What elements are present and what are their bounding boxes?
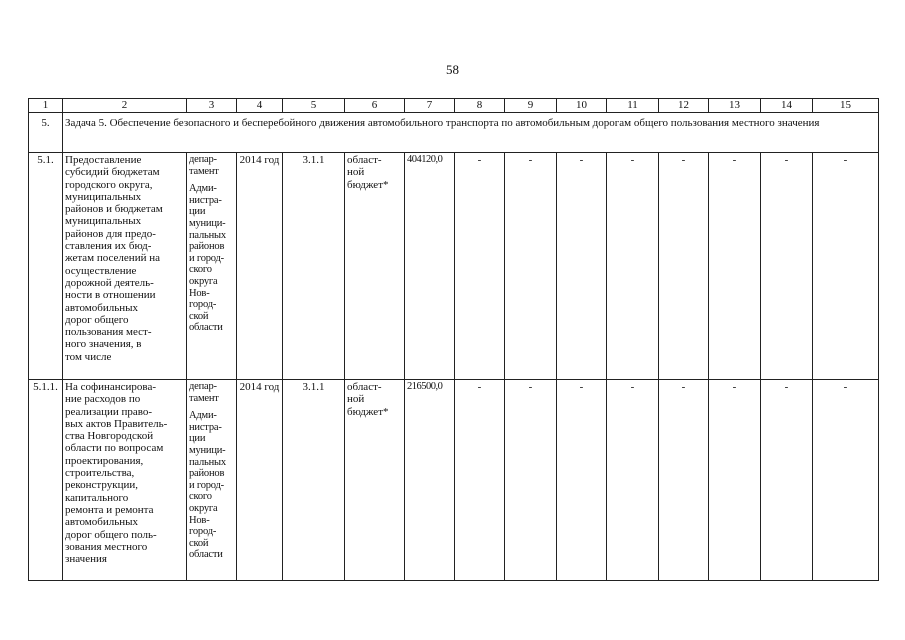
row-number: 5.1. — [29, 153, 63, 380]
column-header: 6 — [345, 99, 405, 113]
text-line: муниципальных — [65, 190, 142, 203]
row-number: 5.1.1. — [29, 380, 63, 581]
text-line: ции — [189, 433, 206, 445]
text-line: Адми- — [189, 183, 217, 195]
text-line: На софинансирова- — [65, 381, 156, 393]
text-line: городского округа, — [65, 178, 153, 191]
column-header: 11 — [607, 99, 659, 113]
text-line: реализации право- — [65, 405, 153, 418]
empty-value: - — [505, 153, 557, 380]
text-line: автомобильных — [65, 301, 138, 314]
text-line: районов — [189, 468, 225, 480]
text-line: ной — [347, 166, 365, 179]
text-line: нистра- — [189, 194, 222, 206]
text-line: значения — [65, 553, 107, 566]
text-line: ставления их бюд- — [65, 240, 152, 253]
empty-value: - — [709, 153, 761, 380]
text-line: строительства, — [65, 467, 135, 480]
text-line: муниципальных — [65, 215, 142, 228]
text-line: капитального — [65, 491, 129, 504]
task-text: Задача 5. Обеспечение безопасного и бесперебойного движения автомобильного транспорта по автомобильным дорогам общего пользования местного значения — [63, 113, 879, 153]
empty-value: - — [813, 153, 879, 380]
empty-value: - — [557, 153, 607, 380]
empty-value: - — [761, 153, 813, 380]
column-number-row — [29, 99, 879, 113]
executor-department — [189, 381, 234, 404]
text-line: зования местного — [65, 540, 148, 553]
text-line: муници- — [189, 217, 226, 229]
text-line: том числе — [65, 350, 112, 363]
text-line: районов и бюджетам — [65, 203, 163, 216]
text-line: област- — [347, 154, 382, 166]
column-header: 10 — [557, 99, 607, 113]
text-line: депар- — [189, 381, 217, 392]
text-line: вых актов Правитель- — [65, 417, 168, 430]
text-line: автомобильных — [65, 516, 138, 529]
text-line: бюджет* — [347, 405, 389, 418]
text-line: Нов- — [189, 514, 210, 526]
target-indicator-code: 3.1.1 — [283, 153, 345, 380]
column-header: 15 — [813, 99, 879, 113]
empty-value: - — [761, 380, 813, 581]
text-line: Предоставление — [65, 154, 142, 166]
text-line: дорог общего — [65, 313, 129, 326]
program-table — [28, 98, 879, 581]
text-line: проектирования, — [65, 454, 144, 467]
text-line: город- — [189, 299, 217, 311]
text-line: пользования мест- — [65, 326, 152, 339]
target-indicator-code: 3.1.1 — [283, 380, 345, 581]
text-line: муници- — [189, 444, 226, 456]
text-line: дорожной деятель- — [65, 276, 154, 289]
text-line: ние расходов по — [65, 393, 141, 406]
text-line: город- — [189, 526, 217, 538]
text-line: ного значения, в — [65, 338, 142, 351]
text-line: област- — [347, 381, 382, 393]
text-line: округа — [189, 275, 218, 287]
text-line: ского — [189, 264, 212, 276]
text-line: дорог общего поль- — [65, 528, 157, 541]
text-line: бюджет* — [347, 178, 389, 191]
executor-administrations — [189, 183, 234, 334]
text-line: осуществление — [65, 264, 137, 277]
text-line: субсидий бюджетам — [65, 166, 160, 179]
text-line: области — [189, 322, 223, 334]
text-line: ской — [189, 537, 209, 549]
text-line: тамент — [189, 165, 219, 177]
text-line: жетам поселений на — [65, 252, 160, 265]
implementation-period: 2014 год — [237, 153, 283, 380]
empty-value: - — [505, 380, 557, 581]
text-line: пальных — [189, 456, 226, 468]
column-header: 14 — [761, 99, 813, 113]
column-header: 13 — [709, 99, 761, 113]
text-line: реконструкции, — [65, 479, 138, 492]
text-line: ства Новгородской — [65, 430, 154, 443]
responsible-executor — [187, 153, 237, 380]
text-line: и город- — [189, 252, 224, 264]
text-line: ности в отношении — [65, 289, 156, 302]
executor-administrations — [189, 410, 234, 561]
text-line: Адми- — [189, 410, 217, 422]
text-line: ремонта и ремонта — [65, 503, 154, 516]
column-header: 1 — [29, 99, 63, 113]
text-line: ской — [189, 310, 209, 322]
activity-name — [63, 153, 187, 380]
column-header: 2 — [63, 99, 187, 113]
table-row — [29, 153, 879, 380]
funding-amount: 216500,0 — [405, 380, 455, 581]
text-line: пальных — [189, 229, 226, 241]
column-header: 8 — [455, 99, 505, 113]
funding-amount: 404120,0 — [405, 153, 455, 380]
text-line: ной — [347, 393, 365, 406]
text-line: районов для предо- — [65, 227, 156, 240]
empty-value: - — [607, 380, 659, 581]
column-header: 7 — [405, 99, 455, 113]
implementation-period: 2014 год — [237, 380, 283, 581]
responsible-executor — [187, 380, 237, 581]
column-header: 12 — [659, 99, 709, 113]
empty-value: - — [607, 153, 659, 380]
empty-value: - — [709, 380, 761, 581]
task-number: 5. — [29, 113, 63, 153]
funding-source — [345, 153, 405, 380]
text-line: ции — [189, 206, 206, 218]
text-line: депар- — [189, 154, 217, 165]
empty-value: - — [455, 153, 505, 380]
empty-value: - — [557, 380, 607, 581]
task-row — [29, 113, 879, 153]
activity-name — [63, 380, 187, 581]
empty-value: - — [813, 380, 879, 581]
table-row — [29, 380, 879, 581]
column-header: 9 — [505, 99, 557, 113]
text-line: ского — [189, 491, 212, 503]
empty-value: - — [659, 153, 709, 380]
page-number: 58 — [446, 62, 459, 77]
column-header: 3 — [187, 99, 237, 113]
text-line: нистра- — [189, 421, 222, 433]
text-line: области — [189, 549, 223, 561]
empty-value: - — [455, 380, 505, 581]
text-line: тамент — [189, 392, 219, 404]
executor-department — [189, 154, 234, 177]
text-line: области по вопросам — [65, 442, 164, 455]
empty-value: - — [659, 380, 709, 581]
text-line: Нов- — [189, 287, 210, 299]
text-line: округа — [189, 502, 218, 514]
text-line: и город- — [189, 479, 224, 491]
column-header: 4 — [237, 99, 283, 113]
funding-source — [345, 380, 405, 581]
text-line: районов — [189, 241, 225, 253]
column-header: 5 — [283, 99, 345, 113]
